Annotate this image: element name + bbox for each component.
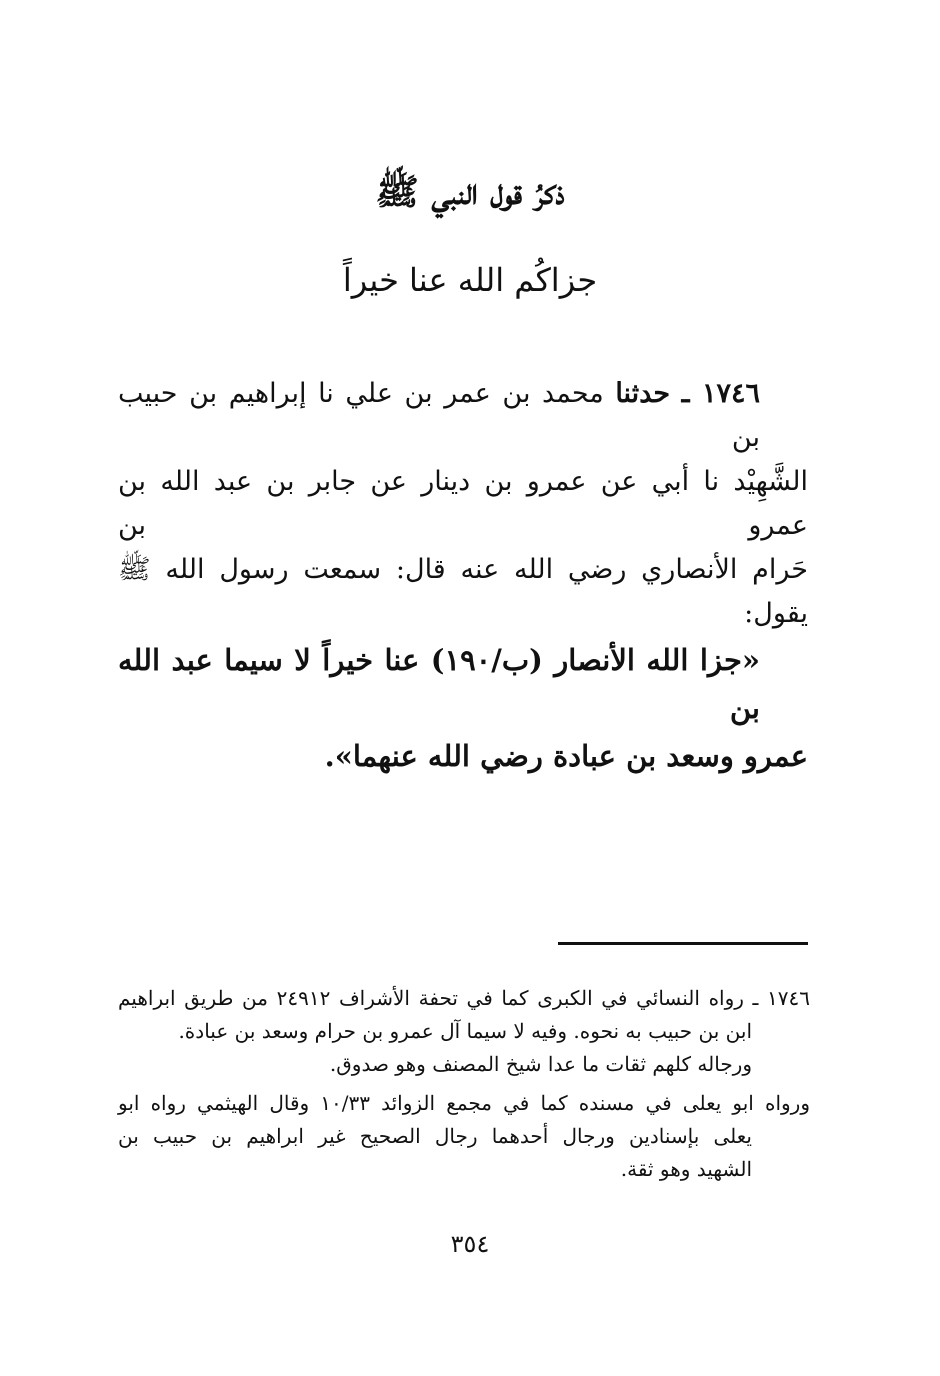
hadith-text [118, 372, 808, 780]
footnote-line: ورواه ابو يعلى في مسنده كما في مجمع الزوائد ١٠/٣٣ وقال الهيثمي رواه ابو [118, 1091, 810, 1115]
footnote-line: يعلى بإسنادين ورجال أحدهما رجال الصحيح غير ابراهيم بن حبيب بن [118, 1124, 752, 1148]
matn-line: عمرو وسعد بن عبادة رضي الله عنهما». [324, 739, 808, 773]
chapter-title: ذكرُ قول النبي ﷺ [375, 171, 565, 213]
footnotes [118, 982, 810, 1186]
hadith-line: الشَّهِيْد نا أبي عن عمرو بن دينار عن جابر بن عبد الله بن عمرو بن [118, 466, 808, 541]
page-number: ٣٥٤ [450, 1230, 490, 1258]
footnote-line: الشهيد وهو ثقة. [620, 1157, 752, 1181]
isnad-text: محمد بن عمر بن علي نا إبراهيم بن حبيب بن [118, 378, 760, 453]
footnote-line: ١٧٤٦ ـ رواه النسائي في الكبرى كما في تحفة الأشراف ٢٤٩١٢ من طريق ابراهيم [118, 986, 810, 1010]
footnote-line: ابن بن حبيب به نحوه. وفيه لا سيما آل عمرو بن حرام وسعد بن عبادة. [178, 1019, 752, 1043]
hadith-line [118, 372, 808, 460]
matn-line: «جزا الله الأنصار (ب/١٩٠) عنا خيراً لا سيما عبد الله بن [118, 643, 760, 725]
footnote-divider [558, 942, 808, 945]
hadith-line: حَرام الأنصاري رضي الله عنه قال: سمعت رسول الله ﷺ يقول: [118, 554, 808, 629]
hadith-number: ١٧٤٦ ـ [681, 378, 760, 409]
footnote-line: ورجاله كلهم ثقات ما عدا شيخ المصنف وهو صدوق. [329, 1052, 752, 1076]
section-title: جزاكُم الله عنا خيراً [342, 261, 598, 299]
hadith-lead-word: حدثنا [615, 378, 671, 409]
